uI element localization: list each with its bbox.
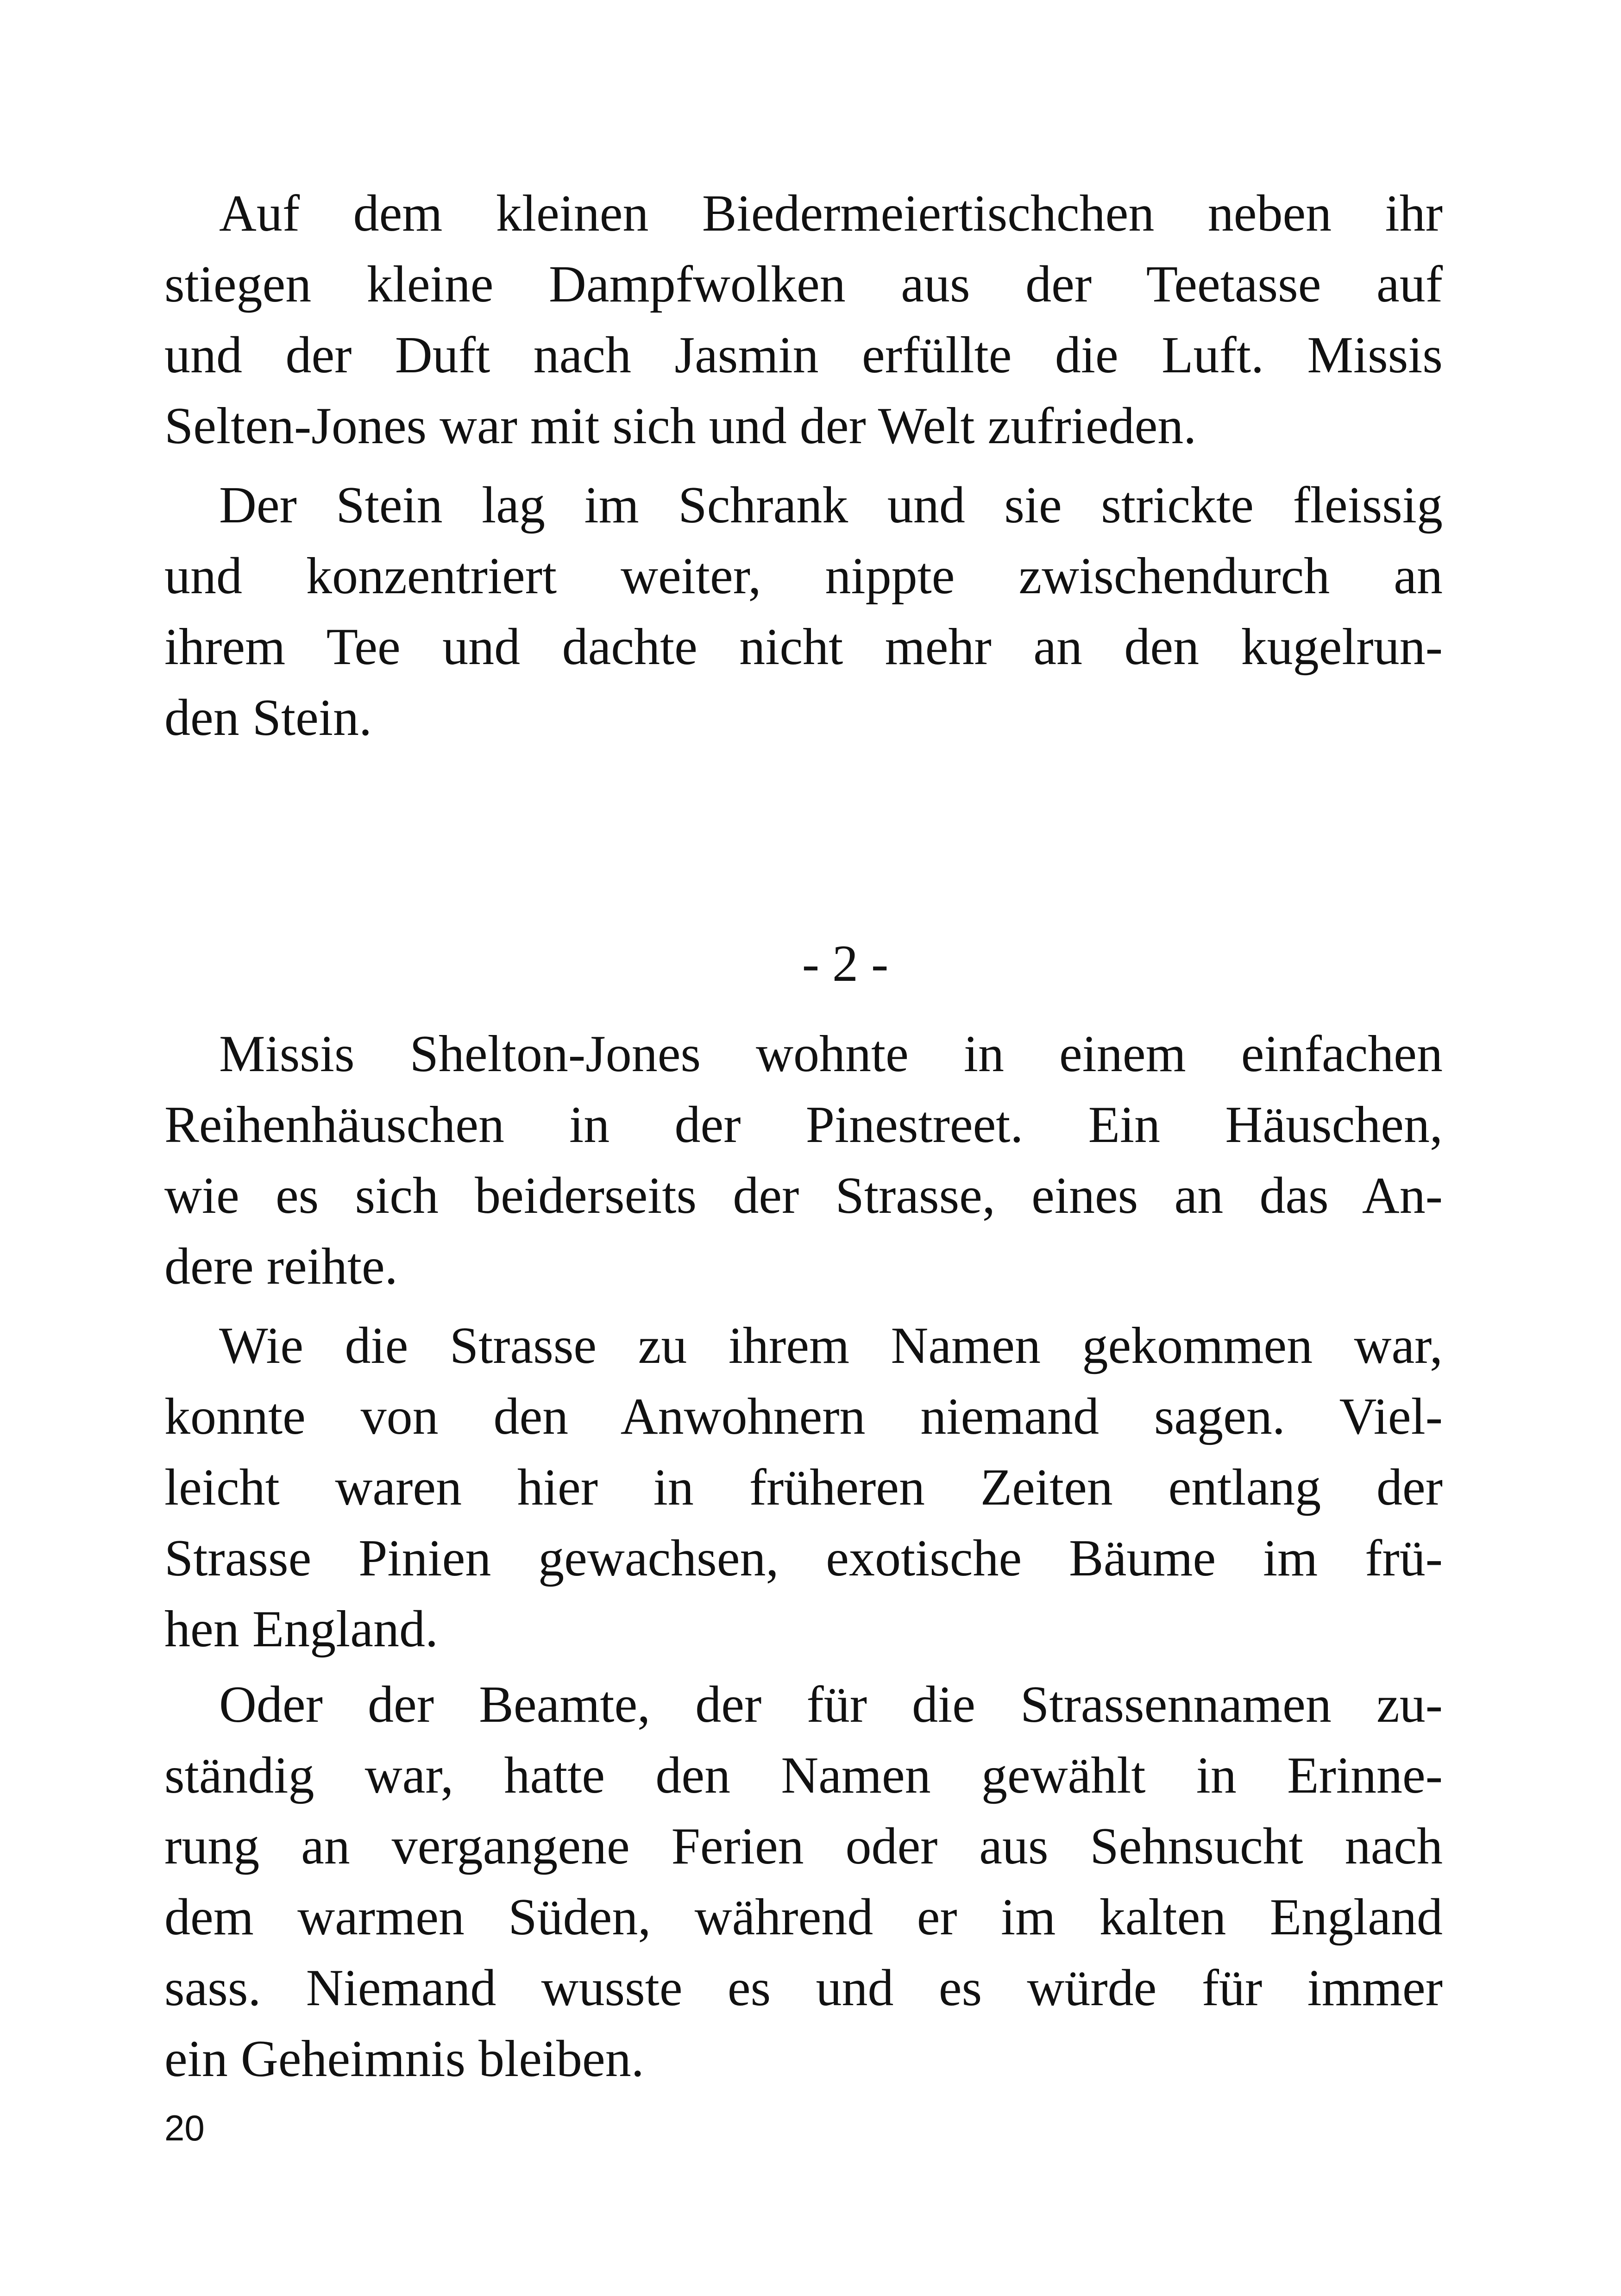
paragraph-1 [164,178,1443,462]
chapter-heading: - 2 - [802,935,889,992]
paragraph-line: ein Geheimnis bleiben. [164,2030,644,2088]
paragraph-4 [164,1311,1443,1665]
paragraph-line: Oder der Beamte, der für die Strassennamen zu- [219,1676,1443,1733]
paragraph-line: den Stein. [164,689,372,747]
page-number: 20 [164,2108,205,2148]
paragraph-line: Wie die Strasse zu ihrem Namen gekommen war, [219,1317,1443,1374]
paragraph-line: und der Duft nach Jasmin erfüllte die Luft. Missis [164,326,1443,384]
paragraph-2 [164,470,1443,753]
paragraph-line: hen England. [164,1600,438,1658]
paragraph-line: Auf dem kleinen Biedermeiertischchen neben ihr [219,185,1443,242]
paragraph-line: ständig war, hatte den Namen gewählt in Erinne- [164,1747,1443,1804]
paragraph-line: leicht waren hier in früheren Zeiten entlang der [164,1459,1443,1516]
paragraph-line: Strasse Pinien gewachsen, exotische Bäume im frü- [164,1530,1443,1587]
paragraph-line: rung an vergangene Ferien oder aus Sehnsucht nach [164,1818,1443,1875]
paragraph-3 [164,1019,1443,1302]
paragraph-line: sass. Niemand wusste es und es würde für immer [164,1959,1443,2017]
paragraph-line: dem warmen Süden, während er im kalten England [164,1888,1443,1946]
paragraph-line: stiegen kleine Dampfwolken aus der Teetasse auf [164,256,1443,313]
paragraph-line: wie es sich beiderseits der Strasse, eines an das An- [164,1167,1443,1224]
paragraph-line: Reihenhäuschen in der Pinestreet. Ein Häuschen, [164,1096,1443,1154]
paragraph-line: und konzentriert weiter, nippte zwischendurch an [164,547,1443,605]
paragraph-line: Missis Shelton-Jones wohnte in einem einfachen [219,1025,1443,1083]
paragraph-5 [164,1669,1443,2095]
paragraph-line: Der Stein lag im Schrank und sie strickte fleissig [219,477,1443,534]
paragraph-line: konnte von den Anwohnern niemand sagen. Viel- [164,1388,1443,1445]
paragraph-line: Selten-Jones war mit sich und der Welt zufrieden. [164,397,1197,455]
paragraph-line: ihrem Tee und dachte nicht mehr an den kugelrun- [164,618,1443,676]
paragraph-line: dere reihte. [164,1238,398,1295]
